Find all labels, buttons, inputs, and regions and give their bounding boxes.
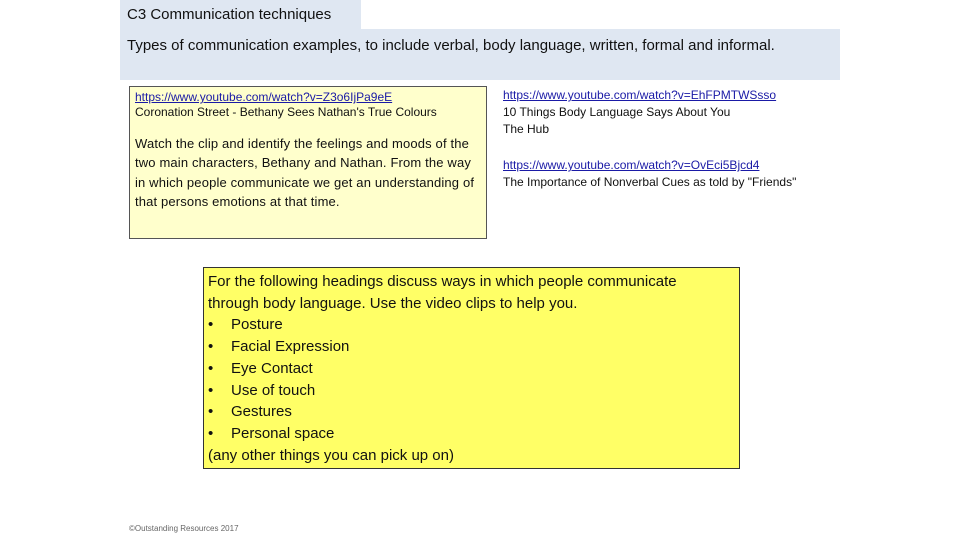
- list-item-label: Use of touch: [231, 381, 316, 399]
- list-item-label: Facial Expression: [231, 338, 350, 356]
- list-item: [208, 336, 731, 358]
- list-item-label: Posture: [231, 316, 283, 334]
- bullet-icon: •: [208, 359, 214, 377]
- headings-list: [208, 314, 731, 444]
- clip-video-caption: Coronation Street - Bethany Sees Nathan's True Colours: [135, 105, 437, 119]
- headings-box: [203, 267, 740, 469]
- clip-task-text: Watch the clip and identify the feelings and moods of the two main characters, Bethany and Nathan. From the way in which people communicate we get an understanding of that persons emotions at that time.: [135, 136, 475, 209]
- bullet-icon: •: [208, 403, 214, 421]
- intro-text: Types of communication examples, to include verbal, body language, written, formal and informal.: [120, 29, 840, 80]
- copyright-notice: ©Outstanding Resources 2017: [129, 524, 239, 533]
- list-item: [208, 423, 731, 445]
- list-item: [208, 401, 731, 423]
- bullet-icon: •: [208, 381, 214, 399]
- list-item-label: Gestures: [231, 403, 292, 421]
- clip-box: [129, 86, 487, 239]
- bullet-icon: •: [208, 316, 214, 334]
- bullet-icon: •: [208, 338, 214, 356]
- video-channel: The Hub: [503, 122, 550, 136]
- clip-video-link[interactable]: https://www.youtube.com/watch?v=Z3o6IjPa9eE: [135, 90, 393, 104]
- video-link-group: [503, 157, 843, 191]
- list-item: [208, 314, 731, 336]
- headings-intro: For the following headings discuss ways in which people communicate through body language. Use the video clips to help you.: [208, 273, 677, 312]
- list-item: [208, 358, 731, 380]
- video-link-group: [503, 87, 843, 138]
- slide-title: C3 Communication techniques: [120, 0, 361, 30]
- video-caption: 10 Things Body Language Says About You: [503, 105, 731, 119]
- video-caption: The Importance of Nonverbal Cues as told by "Friends": [503, 175, 797, 189]
- video-link[interactable]: https://www.youtube.com/watch?v=OvEci5Bjcd4: [503, 158, 760, 172]
- video-link[interactable]: https://www.youtube.com/watch?v=EhFPMTWSsso: [503, 88, 777, 102]
- video-links: [503, 87, 843, 191]
- list-item-label: Personal space: [231, 424, 335, 442]
- list-item: [208, 380, 731, 402]
- bullet-icon: •: [208, 424, 214, 442]
- list-item-label: Eye Contact: [231, 359, 313, 377]
- headings-footer: (any other things you can pick up on): [208, 446, 454, 464]
